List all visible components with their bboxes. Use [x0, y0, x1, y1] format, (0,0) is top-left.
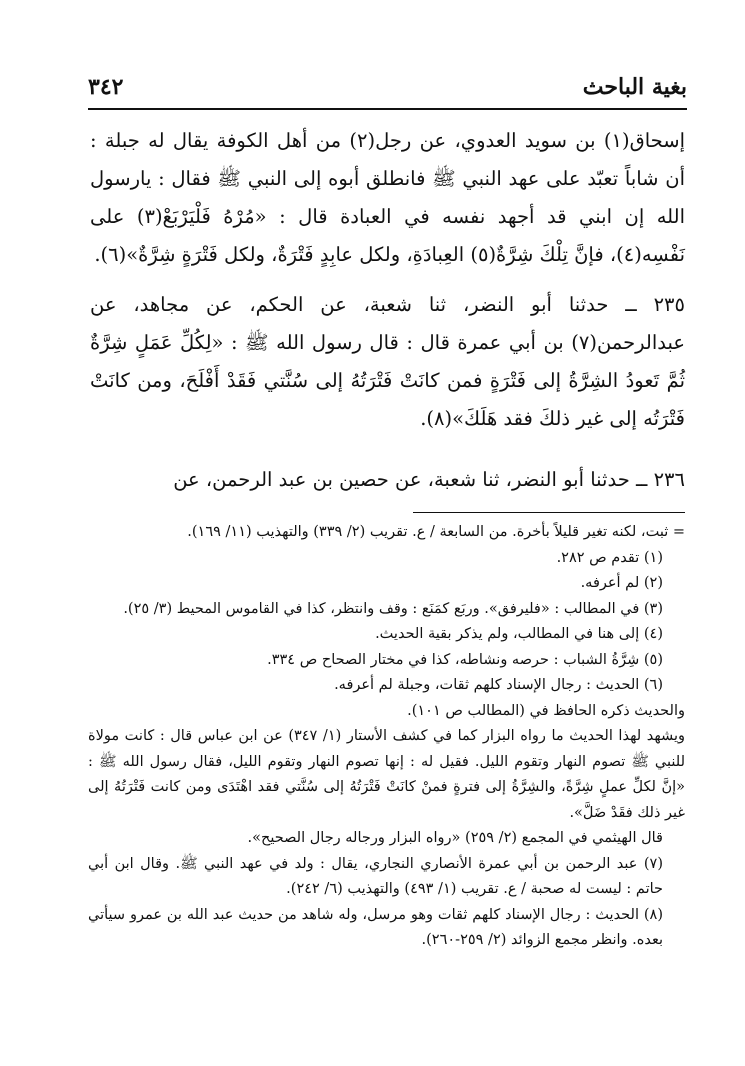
footnote-4: (٤) إلى هنا في المطالب، ولم يذكر بقية الحديث. — [375, 626, 663, 642]
hadith-235: ٢٣٥ ــ حدثنا أبو النضر، ثنا شعبة، عن الحكم، عن مجاهد، عن عبدالرحمن(٧) بن أبي عمرة قال : قال رسول الله ﷺ : «لِكُلِّ عَمَلٍ شِرَّةٌ ثُمَّ تَعودُ الشِرَّةُ إلى فَتْرَةٍ فمن كانَتْ فَتْرَتُهُ إلى سُنَّتي فَقَدْ أَفْلَحَ، ومن كانَتْ فَتْرَتُه إلى غير ذلكَ فقد هَلَكَ»(٨). — [90, 293, 685, 430]
footnote-6-witness: ويشهد لهذا الحديث ما رواه البزار كما في كشف الأستار (١/ ٣٤٧) عن ابن عباس قال : كانت مولاة للنبي ﷺ تصوم النهار وتقوم الليل. فقيل له : إنها تصوم النهار وتقوم الليل، فقال رسول الله ﷺ : «إنَّ لكلِّ عملٍ شِرَّةً، والشِرَّةُ إلى فترةٍ فمنْ كانَتْ فَتْرَتُهُ إلى سُنَّتي فقد اهْتَدَى ومن كانت فَتْرَتُهُ إلى غير ذلك فقَدْ ضَلَّ». — [88, 728, 685, 821]
footnote-carryover: = ثبت، لكنه تغير قليلاً بأخرة. من السابعة / ع. تقريب (٢/ ٣٣٩) والتهذيب (١١/ ١٦٩). — [187, 524, 685, 540]
footnote-5: (٥) شِرَّةُ الشباب : حرصه ونشاطه، كذا في مختار الصحاح ص ٣٣٤. — [267, 651, 663, 668]
page-header — [88, 70, 687, 104]
footnote-1: (١) تقدم ص ٢٨٢. — [556, 549, 663, 566]
footnote-separator — [413, 512, 685, 513]
paragraph-continuation: إسحاق(١) بن سويد العدوي، عن رجل(٢) من أهل الكوفة يقال له جبلة : أن شاباً تعبّد على عهد النبي ﷺ فانطلق أبوه إلى النبي ﷺ فقال : يارسول الله إن ابني قد أجهد نفسه في العبادة قال : «مُرْهُ فَلْيَرْبَعْ(٣) على نَفْسِه(٤)، فإنَّ تِلْكَ شِرَّةٌ(٥) العِبادَةِ، ولكل عابِدٍ فَتْرَةٌ، ولكل فَتْرَةٍ شِرَّةٌ»(٦). — [90, 129, 685, 266]
footnotes — [88, 520, 685, 954]
running-title: بغية الباحث — [582, 74, 687, 100]
footnote-8: (٨) الحديث : رجال الإسناد كلهم ثقات وهو مرسل، وله شاهد من حديث عبد الله بن عمرو سيأتي بعده. وانظر مجمع الزوائد (٢/ ٢٥٩-٢٦٠). — [88, 906, 663, 948]
header-rule — [88, 108, 687, 110]
footnote-3: (٣) في المطالب : «فليرفق». وربَع كمَنَع : وقف وانتظر، كذا في القاموس المحيط (٣/ ٢٥). — [123, 600, 663, 617]
footnote-6: (٦) الحديث : رجال الإسناد كلهم ثقات، وجبلة لم أعرفه. — [334, 677, 663, 693]
footnote-2: (٢) لم أعرفه. — [580, 575, 663, 591]
footnote-6-note: والحديث ذكره الحافظ في (المطالب ص ١٠١). — [407, 702, 685, 719]
footnote-6-haythami: قال الهيثمي في المجمع (٢/ ٢٥٩) «رواه البزار ورجاله رجال الصحيح». — [247, 830, 663, 846]
hadith-236: ٢٣٦ ــ حدثنا أبو النضر، ثنا شعبة، عن حصين بن عبد الرحمن، عن — [173, 468, 685, 491]
footnote-7: (٧) عبد الرحمن بن أبي عمرة الأنصاري النجاري، يقال : ولد في عهد النبي ﷺ. وقال ابن أبي حاتم : ليست له صحبة / ع. تقريب (١/ ٤٩٣) والتهذيب (٦/ ٢٤٢). — [88, 855, 663, 897]
page-number: ٣٤٢ — [88, 74, 124, 100]
